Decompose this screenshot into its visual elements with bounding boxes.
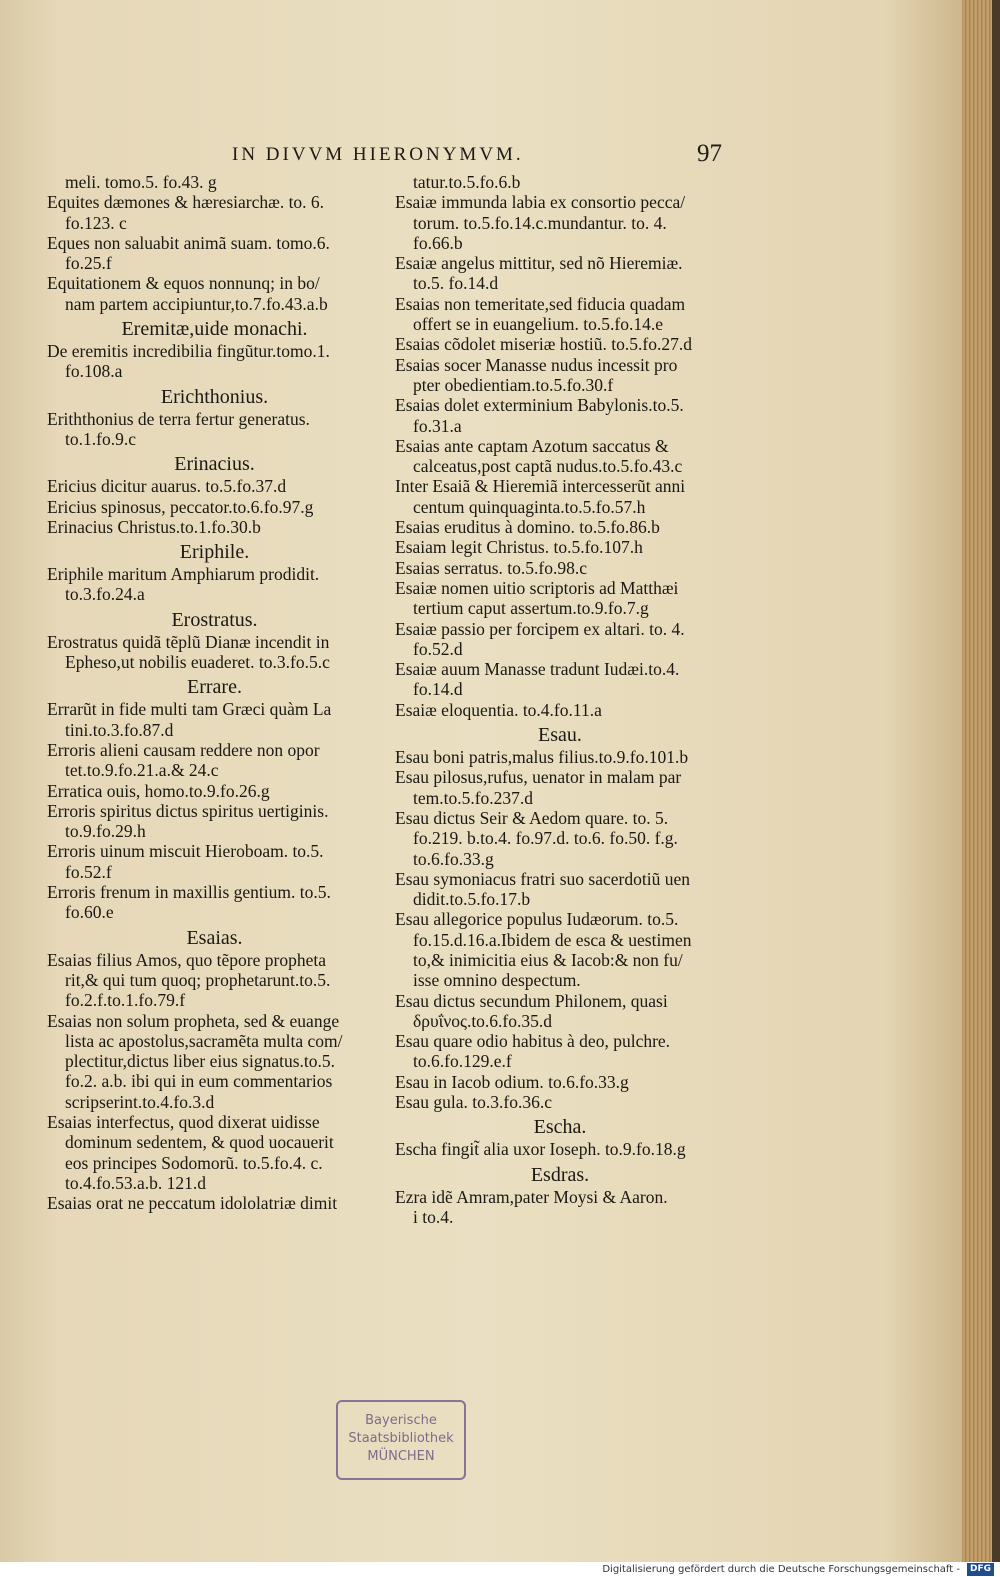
index-line: fo.2.f.to.1.fo.79.f [65, 990, 186, 1011]
index-heading: Escha. [533, 1116, 587, 1139]
index-line: dominum sedentem, & quod uocauerit [65, 1132, 334, 1153]
left-index-column [47, 172, 382, 1213]
index-line: fo.52.f [65, 861, 112, 882]
index-line: Esaiæ passio per forcipem ex altari. to. 4. [395, 618, 685, 639]
index-heading: Eriphile. [179, 541, 250, 564]
index-line: Eques non saluabit animã suam. tomo.6. [47, 232, 330, 253]
index-line: Errarũt in fide multi tam Græci quàm La [47, 699, 332, 720]
index-line: plectitur,dictus liber eius signatus.to.5. [65, 1051, 336, 1072]
index-line: Esaias non solum propheta, sed & euange [47, 1010, 340, 1031]
index-line: Erroris uinum miscuit Hieroboam. to.5. [47, 841, 324, 862]
stamp-line-3: MÜNCHEN [367, 1449, 435, 1464]
running-head [232, 140, 722, 176]
index-line: to.5. fo.14.d [413, 273, 499, 294]
page-edge [962, 0, 992, 1562]
index-line: Esau boni patris,malus filius.to.9.fo.101.b [395, 747, 689, 768]
index-line: fo.123. c [65, 212, 127, 233]
index-heading: Errare. [187, 676, 242, 699]
index-line: Esaiæ eloquentia. to.4.fo.11.a [395, 699, 602, 720]
index-line: De eremitis incredibilia fingũtur.tomo.1. [47, 341, 330, 362]
index-line: Esaias ante captam Azotum saccatus & [395, 435, 669, 456]
index-line: Esau pilosus,rufus, uenator in malam par [395, 767, 682, 788]
index-line: Erinacius Christus.to.1.fo.30.b [47, 516, 261, 537]
index-line: to.4.fo.53.a.b. 121.d [65, 1172, 206, 1193]
index-line: Esaias interfectus, quod dixerat uidisse [47, 1111, 320, 1132]
index-line: tertium caput assertum.to.9.fo.7.g [413, 598, 649, 619]
index-line: Erroris alieni causam reddere non opor [47, 739, 320, 760]
index-heading: Esdras. [530, 1163, 590, 1186]
index-line: to.9.fo.29.h [65, 821, 146, 842]
index-line: Escha fingit̃ alia uxor Ioseph. to.9.fo.18.g [395, 1139, 686, 1160]
index-line: Ericius spinosus, peccator.to.6.fo.97.g [47, 496, 314, 517]
index-line: fo.52.d [413, 638, 463, 659]
index-line: Esaiæ nomen uitio scriptoris ad Matthæi [395, 577, 679, 598]
index-line: nam partem accipiuntur,to.7.fo.43.a.b [65, 293, 328, 314]
index-line: Esaias filius Amos, quo tẽpore propheta [47, 949, 326, 970]
page-number: 97 [697, 140, 722, 167]
index-line: Esau allegorice populus Iudæorum. to.5. [395, 909, 679, 930]
index-line: fo.66.b [413, 232, 463, 253]
index-line: Ericius dicitur auarus. to.5.fo.37.d [47, 476, 287, 497]
index-line: pter obedientiam.to.5.fo.30.f [413, 374, 614, 395]
index-line: Esaias socer Manasse nudus incessit pro [395, 354, 678, 375]
index-line: Esaiæ immunda labia ex consortio pecca/ [395, 192, 686, 213]
index-line: Erratica ouis, homo.to.9.fo.26.g [47, 780, 270, 801]
index-line: Esau dictus secundum Philonem, quasi [395, 990, 668, 1011]
index-line: Esaias cõdolet miseriæ hostiũ. to.5.fo.27.d [395, 334, 692, 355]
index-line: meli. tomo.5. fo.43. g [65, 172, 217, 192]
index-line: fo.60.e [65, 902, 114, 923]
index-line: tem.to.5.fo.237.d [413, 787, 534, 808]
index-line: i to.4. [413, 1206, 454, 1227]
index-line: fo.15.d.16.a.Ibidem de esca & uestimen [413, 929, 692, 950]
index-line: Epheso,ut nobilis euaderet. to.3.fo.5.c [65, 652, 330, 673]
index-line: to.6.fo.129.e.f [413, 1051, 512, 1072]
index-line: fo.2. a.b. ibi qui in eum commentarios [65, 1071, 333, 1092]
index-line: Erostratus quidã tẽplũ Dianæ incendit in [47, 631, 330, 652]
footer-credit: Digitalisierung gefördert durch die Deutsche Forschungsgemeinschaft - [602, 1564, 960, 1575]
index-line: Equitationem & equos nonnunq; in bo/ [47, 273, 320, 294]
index-line: δρυΐνος.to.6.fo.35.d [413, 1010, 553, 1031]
index-line: fo.14.d [413, 679, 463, 700]
dfg-logo: DFG [967, 1563, 994, 1576]
index-line: Esaias non temeritate,sed fiducia quadam [395, 293, 686, 314]
index-line: to.1.fo.9.c [65, 428, 136, 449]
index-line: Esau in Iacob odium. to.6.fo.33.g [395, 1071, 629, 1092]
index-line: Esau gula. to.3.fo.36.c [395, 1092, 552, 1113]
index-heading: Erinacius. [174, 453, 255, 476]
index-line: to,& inimicitia eius & Iacob:& non fu/ [413, 949, 683, 970]
index-line: Inter Esaiã & Hieremiã intercesserũt anni [395, 476, 686, 497]
index-line: eos principes Sodomorũ. to.5.fo.4. c. [65, 1152, 323, 1173]
index-line: to.6.fo.33.g [413, 848, 494, 869]
index-line: Esau symoniacus fratri suo sacerdotiũ uen [395, 868, 690, 889]
index-line: offert se in euangelium. to.5.fo.14.e [413, 314, 663, 335]
index-line: Esau dictus Seir & Aedom quare. to. 5. [395, 807, 669, 828]
index-line: to.3.fo.24.a [65, 584, 145, 605]
index-line: Ezra idẽ Amram,pater Moysi & Aaron. [395, 1186, 668, 1207]
footer-strip [0, 1562, 1000, 1577]
index-heading: Erichthonius. [160, 385, 269, 408]
index-line: didit.to.5.fo.17.b [413, 889, 531, 910]
index-line: Esaiæ auum Manasse tradunt Iudæi.to.4. [395, 659, 680, 680]
index-line: lista ac apostolus,sacramẽta multa com/ [65, 1030, 343, 1051]
index-line: fo.25.f [65, 253, 112, 274]
index-line: calceatus,post captã nudus.to.5.fo.43.c [413, 456, 683, 477]
library-stamp [336, 1400, 466, 1480]
right-index-column [395, 172, 725, 1227]
index-heading: Esau. [538, 724, 582, 747]
index-line: Esaiæ angelus mittitur, sed nõ Hieremiæ. [395, 253, 683, 274]
index-line: scripserint.to.4.fo.3.d [65, 1091, 215, 1112]
index-line: Erroris frenum in maxillis gentium. to.5. [47, 882, 331, 903]
running-head-title: IN DIVVM HIERONYMVM. [232, 144, 524, 165]
index-line: Esaias eruditus à domino. to.5.fo.86.b [395, 517, 660, 538]
index-line: rit,& qui tum quoq; prophetarunt.to.5. [65, 969, 331, 990]
index-line: tet.to.9.fo.21.a.& 24.c [65, 760, 219, 781]
index-heading: Eremitæ,uide monachi. [121, 318, 308, 341]
index-line: isse omnino despectum. [413, 970, 581, 991]
index-heading: Esaias. [186, 926, 243, 949]
index-line: Esaias serratus. to.5.fo.98.c [395, 557, 587, 578]
index-heading: Erostratus. [171, 608, 258, 631]
index-line: torum. to.5.fo.14.c.mundantur. to. 4. [413, 212, 667, 233]
index-line: tini.to.3.fo.87.d [65, 719, 174, 740]
index-line: Eriththonius de terra fertur generatus. [47, 408, 310, 429]
stamp-line-1: Bayerische [365, 1413, 437, 1428]
index-line: Erroris spiritus dictus spiritus uertiginis. [47, 800, 329, 821]
index-line: fo.108.a [65, 361, 123, 382]
index-line: Esaias orat ne peccatum idololatriæ dimit [47, 1193, 338, 1214]
index-line: Eriphile maritum Amphiarum prodidit. [47, 564, 320, 585]
stamp-line-2: Staatsbibliothek [348, 1431, 454, 1446]
index-line: centum quinquaginta.to.5.fo.57.h [413, 496, 646, 517]
index-line: fo.219. b.to.4. fo.97.d. to.6. fo.50. f.g. [413, 828, 678, 849]
index-line: tatur.to.5.fo.6.b [413, 172, 521, 192]
index-line: Esaias dolet exterminium Babylonis.to.5. [395, 395, 684, 416]
index-line: Equites dæmones & hæresiarchæ. to. 6. [47, 192, 325, 213]
index-line: fo.31.a [413, 415, 462, 436]
index-line: Esau quare odio habitus à deo, pulchre. [395, 1031, 671, 1052]
index-line: Esaiam legit Christus. to.5.fo.107.h [395, 537, 643, 558]
